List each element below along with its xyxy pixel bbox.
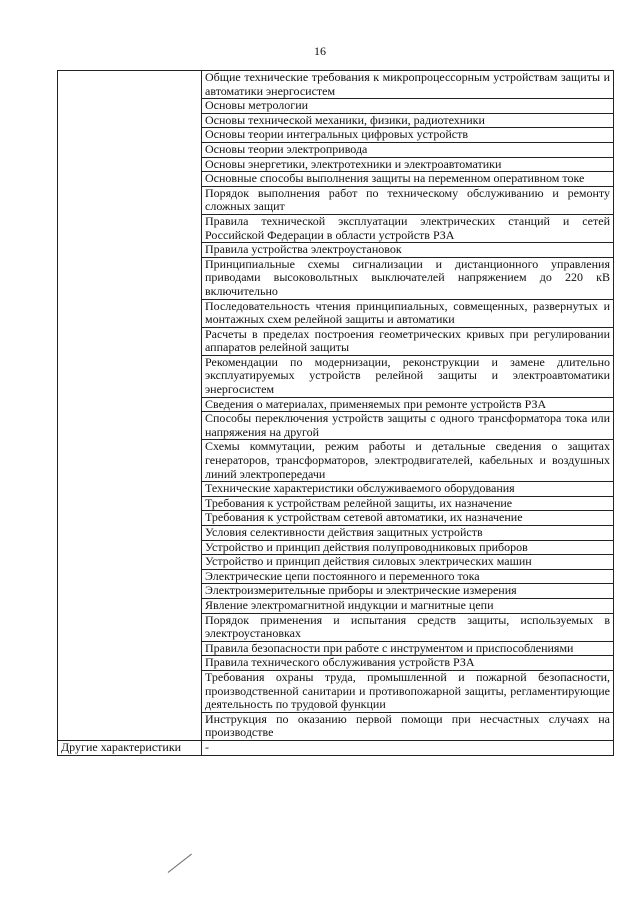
requirement-item: Основные способы выполнения защиты на переменном оперативном токе (202, 172, 614, 187)
requirement-item: Требования к устройствам релейной защиты, их назначение (202, 496, 614, 511)
requirement-item: Электроизмерительные приборы и электрические измерения (202, 584, 614, 599)
requirement-item: Основы теории интегральных цифровых устройств (202, 128, 614, 143)
requirement-item: Устройство и принцип действия силовых электрических машин (202, 555, 614, 570)
requirements-table (57, 70, 614, 756)
requirement-item: Требования к устройствам сетевой автоматики, их назначение (202, 511, 614, 526)
requirement-item: Общие технические требования к микропроцессорным устройствам защиты и автоматики энергосистем (202, 71, 614, 99)
requirement-row (58, 71, 614, 99)
requirement-item: Устройство и принцип действия полупроводниковых приборов (202, 540, 614, 555)
requirement-item: Последовательность чтения принципиальных, совмещенных, развернутых и монтажных схем релейной защиты и автоматики (202, 299, 614, 327)
requirement-item: Правила технической эксплуатации электрических станций и сетей Российской Федерации в области устройств РЗА (202, 214, 614, 242)
other-characteristics-label: Другие характеристики (58, 740, 202, 755)
requirements-table-body (58, 71, 614, 756)
page-number: 16 (314, 44, 326, 58)
other-characteristics-row (58, 740, 614, 755)
requirement-item: Условия селективности действия защитных устройств (202, 526, 614, 541)
requirement-item: Основы теории электропривода (202, 142, 614, 157)
requirement-item: Основы метрологии (202, 99, 614, 114)
requirement-item: Электрические цепи постоянного и переменного тока (202, 569, 614, 584)
requirement-item: Явление электромагнитной индукции и магнитные цепи (202, 598, 614, 613)
requirement-item: Расчеты в пределах построения геометрических кривых при регулировании аппаратов релейной защиты (202, 327, 614, 355)
requirement-item: Инструкция по оказанию первой помощи при несчастных случаях на производстве (202, 712, 614, 740)
pen-mark (168, 854, 192, 873)
requirement-item: Требования охраны труда, промышленной и пожарной безопасности, производственной санитарии и противопожарной защиты, регламентирующие деятельность по трудовой функции (202, 670, 614, 712)
requirement-item: Правила технического обслуживания устройств РЗА (202, 656, 614, 671)
requirement-item: Рекомендации по модернизации, реконструкции и замене длительно эксплуатируемых устройств релейной защиты и электроавтоматики энергосистем (202, 355, 614, 397)
other-characteristics-value: - (202, 740, 614, 755)
requirement-item: Способы переключения устройств защиты с одного трансформатора тока или напряжения на другой (202, 412, 614, 440)
requirement-item: Порядок применения и испытания средств защиты, используемых в электроустановках (202, 613, 614, 641)
requirement-item: Порядок выполнения работ по техническому обслуживанию и ремонту сложных защит (202, 186, 614, 214)
requirement-item: Схемы коммутации, режим работы и детальные сведения о защитах генераторов, трансформаторов, электродвигателей, кабельных и воздушных линий электропередачи (202, 440, 614, 482)
requirement-item: Сведения о материалах, применяемых при ремонте устройств РЗА (202, 397, 614, 412)
requirement-item: Принципиальные схемы сигнализации и дистанционного управления приводами высоковольтных выключателей напряжением до 220 кВ включительно (202, 257, 614, 299)
requirement-item: Основы технической механики, физики, радиотехники (202, 113, 614, 128)
requirement-item: Правила безопасности при работе с инструментом и приспособлениями (202, 641, 614, 656)
requirement-item: Технические характеристики обслуживаемого оборудования (202, 482, 614, 497)
requirements-label-cell (58, 71, 202, 741)
requirement-item: Основы энергетики, электротехники и электроавтоматики (202, 157, 614, 172)
requirement-item: Правила устройства электроустановок (202, 243, 614, 258)
